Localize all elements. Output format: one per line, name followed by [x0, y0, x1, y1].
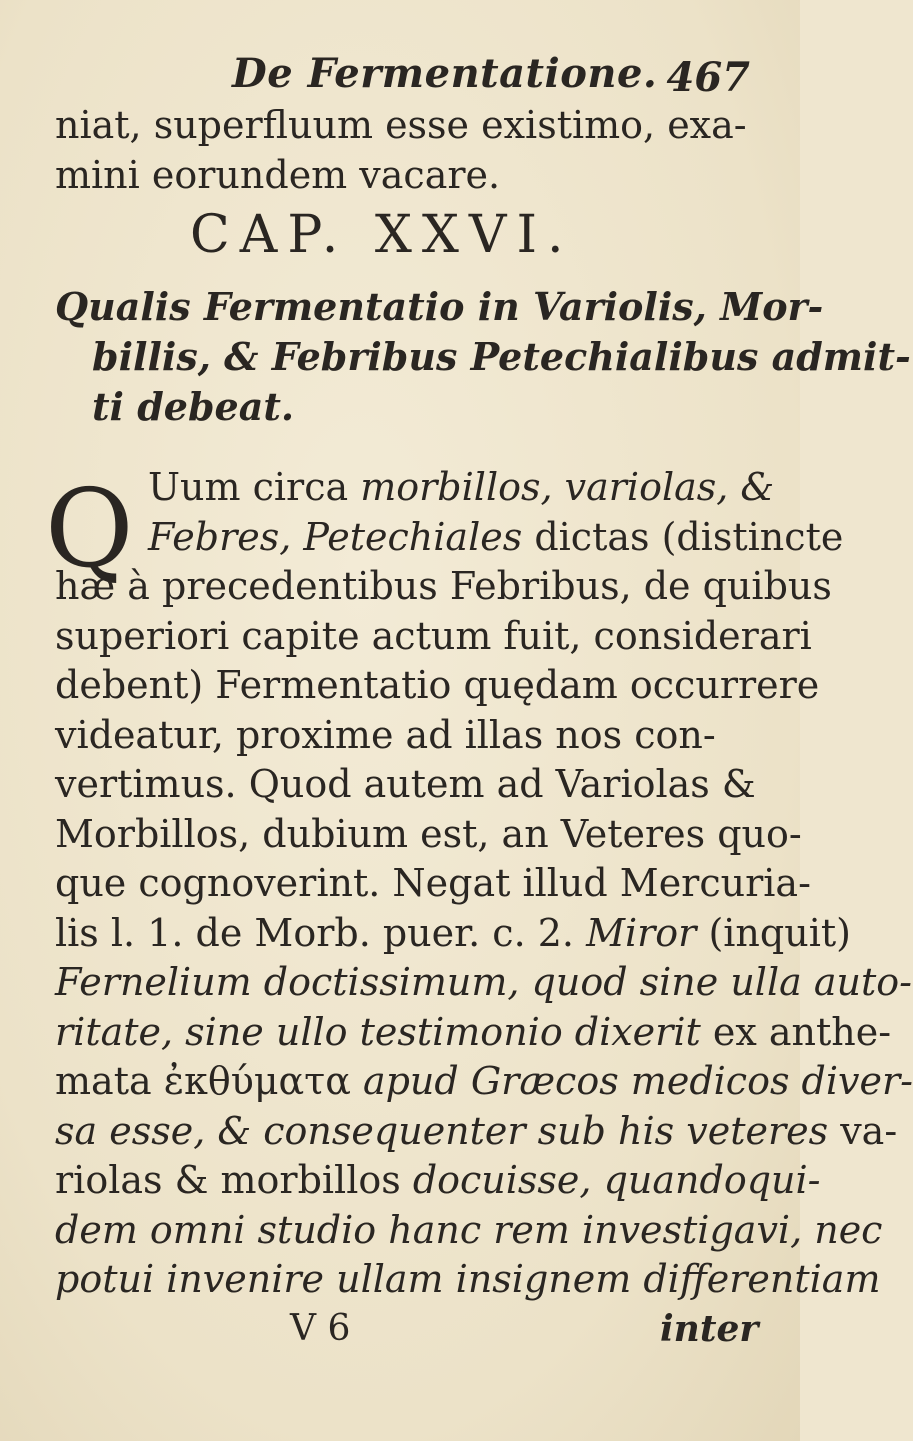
body-line-segment: potui invenire ullam insignem differentiam	[55, 1257, 881, 1301]
body-line-segment: ex anthe-	[700, 1009, 892, 1054]
body-line-segment: ritate, sine ullo testimonio dixerit	[55, 1009, 701, 1054]
chapter-heading: CAP. XXVI.	[190, 205, 574, 265]
drop-cap: Q	[45, 467, 134, 592]
body-line	[55, 1254, 881, 1304]
body-line	[55, 858, 811, 908]
chapter-title-line-2: billis, & Febribus Petechialibus admit-	[92, 334, 911, 379]
body-line	[55, 809, 802, 859]
signature-mark: V 6	[290, 1308, 351, 1349]
body-line-segment: docuisse, quandoqui-	[412, 1158, 821, 1202]
body-line-segment: vertimus. Quod autem ad Variolas &	[55, 762, 756, 806]
body-line-segment: Miror	[586, 910, 697, 955]
body-line	[55, 908, 851, 958]
intro-line-1: niat, superfluum esse existimo, exa-	[55, 103, 747, 147]
body-line	[148, 462, 848, 512]
body-line-segment: riolas & morbillos	[55, 1158, 413, 1202]
body-line-segment: ἐκθύματα	[163, 1059, 351, 1103]
body-line-segment: sa esse, & consequenter sub his veteres	[55, 1108, 829, 1153]
page-number: 467	[666, 54, 750, 101]
chapter-title-line-1: Qualis Fermentatio in Variolis, Mor-	[55, 284, 824, 329]
body-line-segment: dem omni studio hanc rem investigavi, nec	[55, 1207, 883, 1252]
body-line	[55, 1106, 898, 1156]
body-line	[55, 1056, 913, 1106]
body-line-segment: hæ à precedentibus Febribus, de quibus	[55, 564, 832, 608]
body-line-segment: mata	[55, 1059, 164, 1103]
body-line-segment: debent) Fermentatio quędam occurrere	[55, 663, 820, 707]
intro-line-2: mini eorundem vacare.	[55, 153, 501, 197]
body-line-segment: va-	[828, 1108, 898, 1153]
body-line	[55, 957, 912, 1007]
body-line	[55, 611, 812, 661]
running-head: De Fermentatione.	[232, 50, 658, 97]
catchword: inter	[660, 1308, 759, 1350]
chapter-title-line-3: ti debeat.	[92, 384, 295, 429]
body-line-segment: Morbillos, dubium est, an Veteres quo-	[55, 811, 802, 856]
body-line-segment: lis l. 1. de Morb. puer. c. 2.	[55, 910, 587, 955]
body-line	[55, 660, 820, 710]
body-line-segment: dictas (distincte	[522, 514, 844, 559]
body-line-segment: que cognoverint. Negat illud Mercuria-	[55, 861, 811, 905]
body-line	[148, 512, 848, 562]
body-line-segment: Uum circa	[148, 465, 361, 509]
body-line-segment: Febres, Petechiales	[148, 514, 523, 559]
body-line	[55, 1007, 892, 1057]
body-line	[55, 1155, 821, 1205]
body-line-segment: videatur, proxime ad illas nos con-	[55, 712, 716, 757]
page-header	[220, 40, 760, 100]
body-line-segment: Fernelium doctissimum, quod sine ulla auto-	[55, 960, 912, 1004]
body-line	[55, 759, 755, 809]
body-line-segment: superiori capite actum fuit, considerari	[55, 613, 812, 658]
body-line-segment: (inquit)	[696, 910, 851, 955]
body-line-segment: morbillos, variolas, &	[360, 465, 775, 509]
body-line-segment: apud Græcos medicos diver-	[350, 1059, 913, 1103]
body-line	[55, 1205, 883, 1255]
body-line	[55, 561, 832, 611]
body-line	[55, 710, 755, 760]
page-footer	[0, 1308, 800, 1358]
